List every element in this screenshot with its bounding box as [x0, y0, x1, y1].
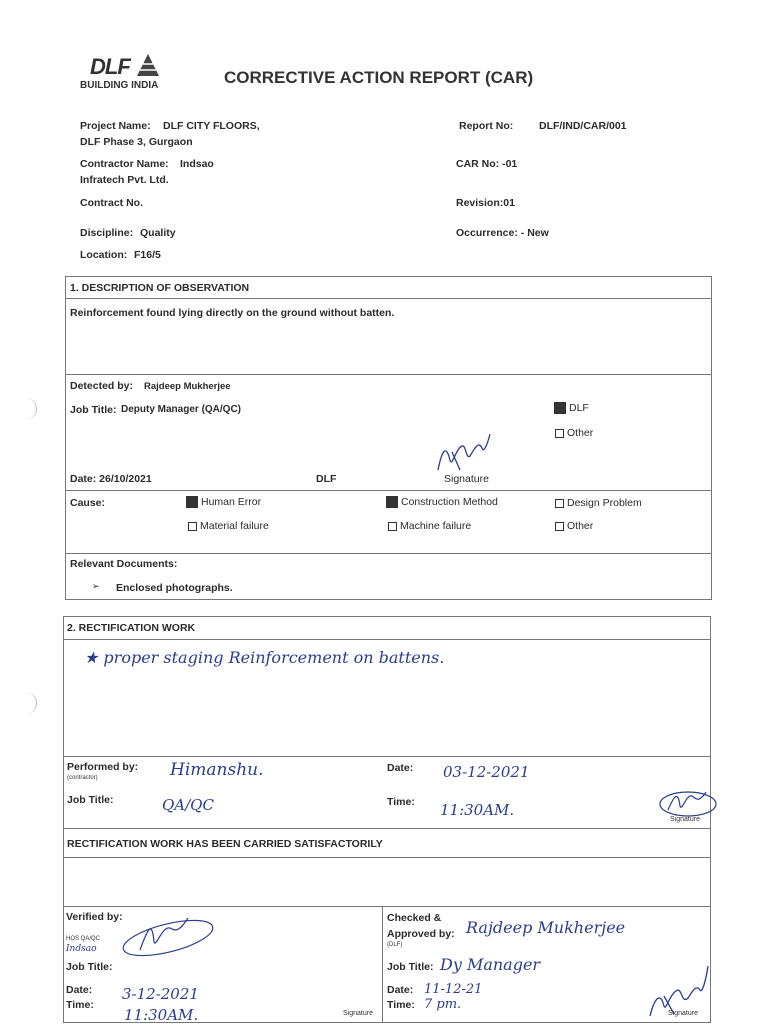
bullet-arrow-icon: ➢ [92, 581, 100, 591]
cause-design-problem-checkbox[interactable]: Design Problem [555, 497, 642, 509]
approved-by-label: Approved by: [387, 928, 455, 940]
observation-description: Reinforcement found lying directly on the ground without batten. [70, 307, 395, 319]
relevant-docs-item: Enclosed photographs. [116, 582, 233, 594]
approver-job-title-label: Job Title: [387, 961, 434, 973]
performed-job-title-value: QA/QC [162, 796, 214, 814]
rectification-date-label: Date: [387, 762, 414, 774]
cause-label: Cause: [70, 497, 106, 509]
approver-job-title-value: Dy Manager [440, 955, 541, 974]
approve-time-value: 7 pm. [424, 997, 462, 1012]
detected-date: Date: 26/10/2021 [70, 473, 152, 485]
org-other-checkbox[interactable]: Other [555, 427, 593, 439]
verifier-role: HOS QA/QC [66, 936, 101, 942]
verifier-signature [118, 906, 218, 962]
logo-triangle-icon [136, 53, 160, 77]
location-value: F16/5 [134, 249, 161, 261]
discipline-value: Quality [140, 227, 176, 239]
checkbox-icon [555, 499, 564, 508]
report-no-value: DLF/IND/CAR/001 [539, 120, 627, 132]
contractor-note: (contractor) [67, 775, 98, 781]
project-location-value: DLF Phase 3, Gurgaon [80, 136, 193, 148]
satisfaction-title: RECTIFICATION WORK HAS BEEN CARRIED SATISFACTORILY [67, 838, 383, 850]
verifier-signature-label: Signature [343, 1010, 373, 1017]
approved-by-value: Rajdeep Mukherjee [466, 918, 626, 937]
verifier-job-title-label: Job Title: [66, 961, 113, 973]
rectification-date-value: 03-12-2021 [443, 763, 530, 781]
binder-hole [14, 692, 37, 714]
rectification-time-value: 11:30AM. [440, 801, 515, 819]
job-title-label: Job Title: [70, 404, 117, 416]
verifier-org: Indsao [66, 944, 97, 954]
checkbox-icon [555, 522, 564, 531]
verify-time-label: Time: [66, 999, 94, 1011]
checkbox-checked-icon [554, 402, 566, 414]
performed-by-label: Performed by: [67, 761, 139, 773]
approve-date-value: 11-12-21 [424, 982, 483, 997]
verify-date-value: 3-12-2021 [122, 985, 199, 1003]
cause-construction-method-checkbox[interactable]: Construction Method [386, 496, 498, 508]
verify-time-value: 11:30AM. [124, 1006, 199, 1024]
section1-title: 1. DESCRIPTION OF OBSERVATION [70, 282, 250, 294]
checkbox-checked-icon [386, 496, 398, 508]
checkbox-icon [388, 522, 397, 531]
org-dlf-checkbox[interactable]: DLF [554, 402, 589, 414]
detector-signature-label: Signature [444, 473, 489, 485]
rectification-note: ★ proper staging Reinforcement on battens. [84, 648, 445, 667]
report-no-label: Report No: [459, 120, 514, 132]
checkbox-icon [188, 522, 197, 531]
approver-signature-label: Signature [668, 1010, 698, 1017]
binder-hole [14, 398, 37, 420]
detected-org: DLF [316, 473, 337, 485]
approve-date-label: Date: [387, 984, 414, 996]
relevant-docs-label: Relevant Documents: [70, 558, 178, 570]
detected-by-value: Rajdeep Mukherjee [144, 381, 231, 392]
performed-job-title-label: Job Title: [67, 794, 114, 806]
checkbox-checked-icon [186, 496, 198, 508]
project-name-label: Project Name: [80, 120, 151, 132]
section2-title: 2. RECTIFICATION WORK [67, 622, 196, 634]
contractor-company-value: Infratech Pvt. Ltd. [80, 174, 169, 186]
section-observation [65, 276, 712, 600]
report-title: CORRECTIVE ACTION REPORT (CAR) [224, 68, 534, 87]
cause-human-error-checkbox[interactable]: Human Error [186, 496, 261, 508]
verify-date-label: Date: [66, 984, 93, 996]
cause-machine-failure-checkbox[interactable]: Machine failure [388, 520, 471, 532]
project-name-value: DLF CITY FLOORS, [163, 120, 260, 132]
logo-tagline: BUILDING INDIA [80, 80, 159, 91]
performer-signature-label: Signature [670, 816, 700, 823]
approver-org: (DLF) [387, 942, 403, 948]
occurrence: Occurrence: - New [456, 227, 549, 239]
contract-no-label: Contract No. [80, 197, 143, 209]
checked-label: Checked & [387, 912, 442, 924]
discipline-label: Discipline: [80, 227, 134, 239]
contractor-name-label: Contractor Name: [80, 158, 169, 170]
cause-material-failure-checkbox[interactable]: Material failure [188, 520, 269, 532]
cause-other-checkbox[interactable]: Other [555, 520, 593, 532]
dlf-logo [80, 52, 178, 92]
checkbox-icon [555, 429, 564, 438]
contractor-name-value: Indsao [180, 158, 214, 170]
job-title-value: Deputy Manager (QA/QC) [121, 404, 242, 415]
approve-time-label: Time: [387, 999, 415, 1011]
location-label: Location: [80, 249, 128, 261]
revision: Revision:01 [456, 197, 515, 209]
logo-brand: DLF [90, 54, 130, 79]
verified-by-label: Verified by: [66, 911, 123, 923]
detector-signature [432, 430, 498, 476]
rectification-time-label: Time: [387, 796, 415, 808]
performed-by-value: Himanshu. [170, 760, 264, 780]
car-no: CAR No: -01 [456, 158, 518, 170]
detected-by-label: Detected by: [70, 380, 134, 392]
